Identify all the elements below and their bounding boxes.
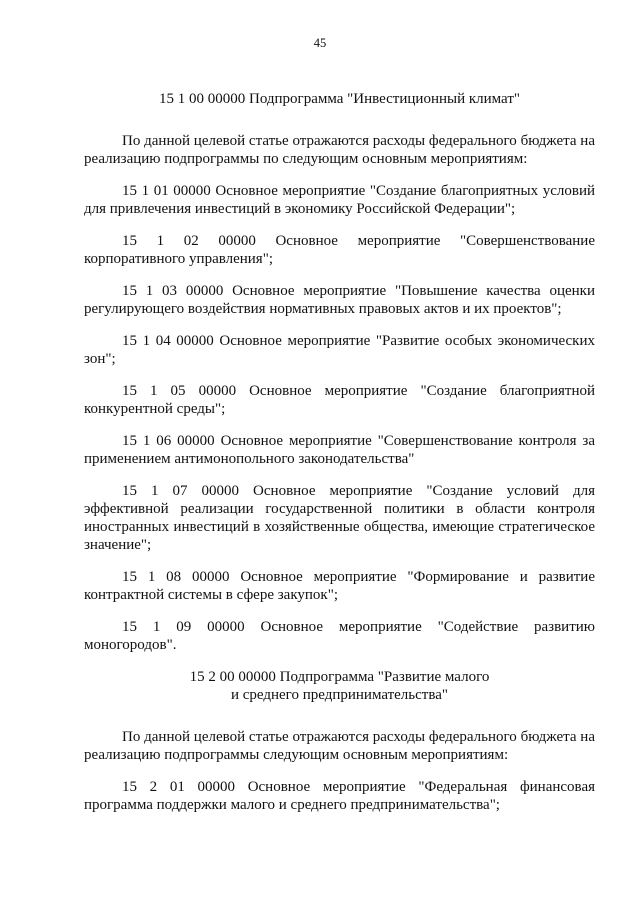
list-item: 15 1 03 00000 Основное мероприятие "Повышение качества оценки регулирующего воздействия нормативных правовых актов и их проектов"; <box>84 283 595 317</box>
section-intro: По данной целевой статье отражаются расходы федерального бюджета на реализацию подпрограммы следующим основным мероприятиям: <box>84 729 595 763</box>
list-item: 15 1 04 00000 Основное мероприятие "Развитие особых экономических зон"; <box>84 333 595 367</box>
page-number: 45 <box>313 36 327 50</box>
list-item: 15 1 07 00000 Основное мероприятие "Создание условий для эффективной реализации государственной политики в области контроля иностранных инвестиций в хозяйственные общества, имеющие стратегическое значение"; <box>84 483 595 553</box>
list-item: 15 1 09 00000 Основное мероприятие "Содействие развитию моногородов". <box>84 619 595 653</box>
list-item: 15 1 02 00000 Основное мероприятие "Совершенствование корпоративного управления"; <box>84 233 595 267</box>
document-body <box>84 90 595 814</box>
section-heading-line: и среднего предпринимательства" <box>230 687 449 703</box>
section-heading-2 <box>84 668 595 704</box>
section-heading-line: 15 2 00 00000 Подпрограмма "Развитие малого <box>189 669 490 685</box>
list-item: 15 1 01 00000 Основное мероприятие "Создание благоприятных условий для привлечения инвестиций в экономику Российской Федерации"; <box>84 183 595 217</box>
section-intro: По данной целевой статье отражаются расходы федерального бюджета на реализацию подпрограммы по следующим основным мероприятиям: <box>84 133 595 167</box>
list-item: 15 1 05 00000 Основное мероприятие "Создание благоприятной конкурентной среды"; <box>84 383 595 417</box>
list-item: 15 1 06 00000 Основное мероприятие "Совершенствование контроля за применением антимонопольного законодательства" <box>84 433 595 467</box>
list-item: 15 1 08 00000 Основное мероприятие "Формирование и развитие контрактной системы в сфере закупок"; <box>84 569 595 603</box>
section-heading: 15 1 00 00000 Подпрограмма "Инвестиционный климат" <box>158 91 520 107</box>
list-item: 15 2 01 00000 Основное мероприятие "Федеральная финансовая программа поддержки малого и среднего предпринимательства"; <box>84 779 595 813</box>
